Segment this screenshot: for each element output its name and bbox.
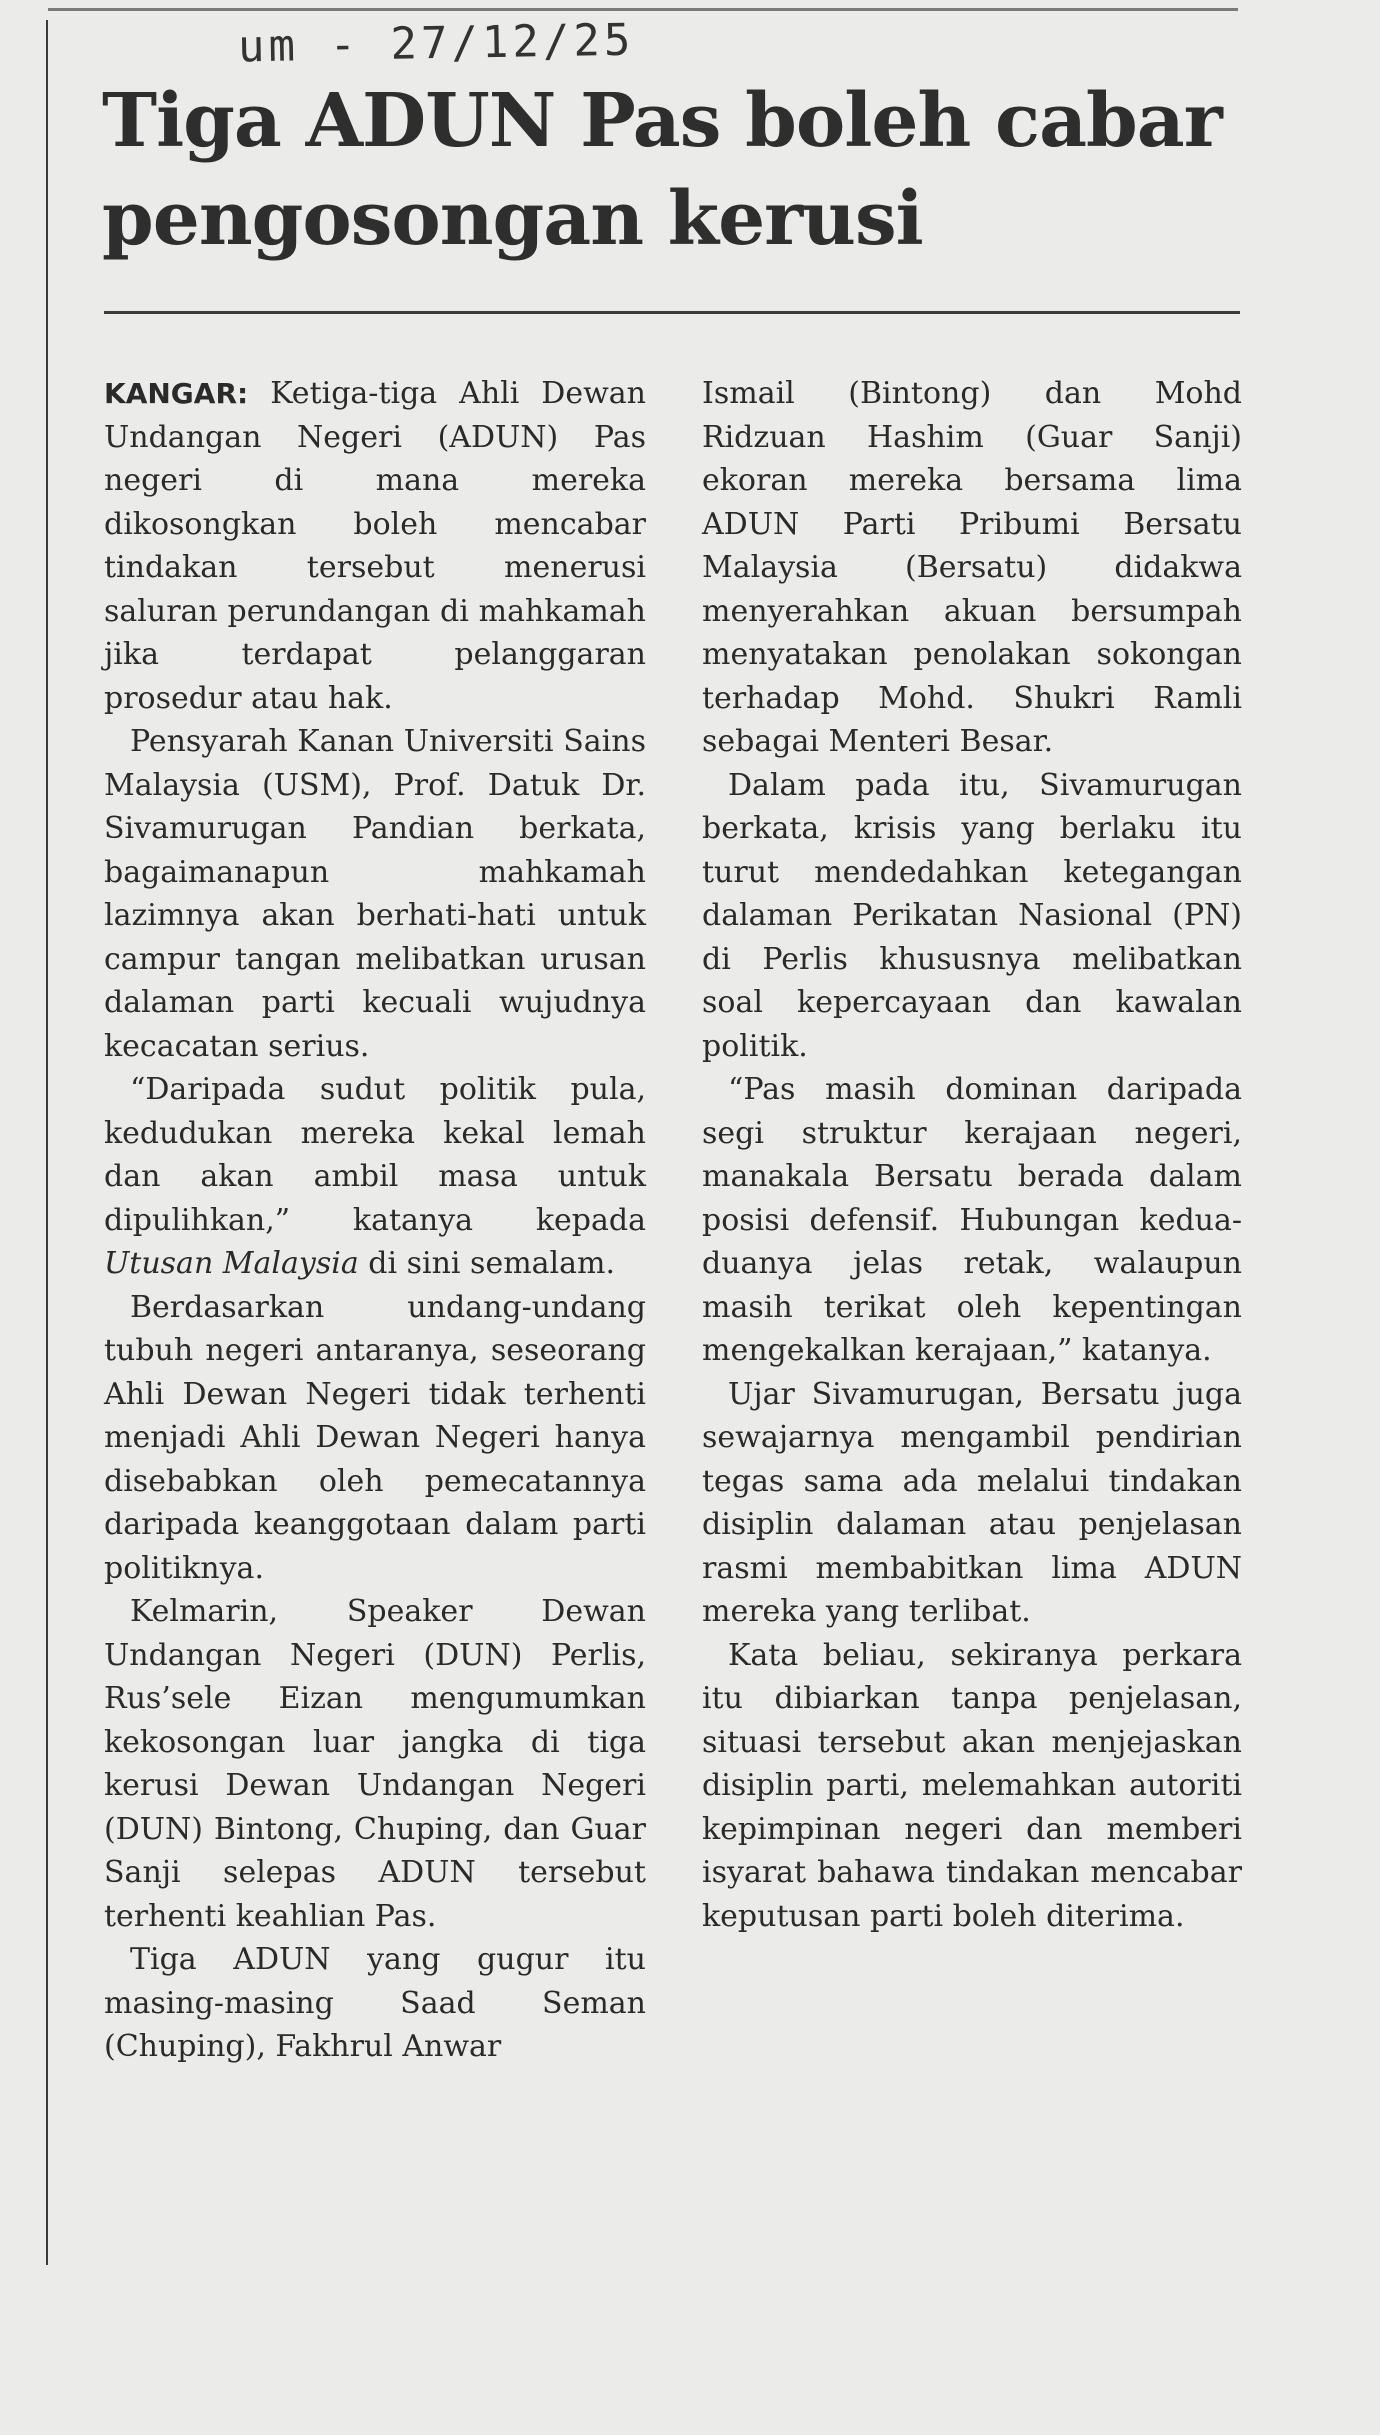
article-headline: Tiga ADUN Pas boleh cabar pengosongan kerusi: [102, 78, 1222, 262]
paragraph: Pensyarah Kanan Universiti Sains Malaysia (USM), Prof. Datuk Dr. Sivamurugan Pandian berkata, bagaimanapun mahkamah lazimnya akan berhati-hati untuk campur tangan melibatkan urusan dalaman parti kecuali wujudnya kecacatan serius.: [104, 724, 646, 1064]
paragraph: Dalam pada itu, Sivamurugan berkata, krisis yang berlaku itu turut mendedahkan ketegangan dalaman Perikatan Nasional (PN) di Perlis khususnya melibatkan soal kepercayaan dan kawalan politik.: [702, 767, 1242, 1064]
paragraph: Kata beliau, sekiranya perkara itu dibiarkan tanpa penjelasan, situasi tersebut akan menjejaskan disiplin parti, melemahkan autoriti kepimpinan negeri dan memberi isyarat bahawa tindakan mencabar keputusan parti boleh diterima.: [702, 1637, 1242, 1934]
paragraph: [104, 1068, 646, 1286]
paragraph: [104, 372, 646, 720]
paragraph-text: “Daripada sudut politik pula, kedudukan mereka kekal lemah dan akan ambil masa untuk dipulihkan,” katanya kepada: [104, 1072, 646, 1238]
article-column-left: [104, 372, 646, 2069]
paragraph-text: di sini semalam.: [368, 1246, 615, 1281]
publication-name: Utusan Malaysia: [104, 1246, 359, 1281]
paragraph: Kelmarin, Speaker Dewan Undangan Negeri (DUN) Perlis, Rus’sele Eizan mengumumkan kekosongan luar jangka di tiga kerusi Dewan Undangan Negeri (DUN) Bintong, Chuping, dan Guar Sanji selepas ADUN tersebut terhenti keahlian Pas.: [104, 1594, 646, 1934]
paragraph: “Pas masih dominan daripada segi struktur kerajaan negeri, manakala Bersatu berada dalam posisi defensif. Hubungan kedua-duanya jelas retak, walaupun masih terikat oleh kepentingan mengekalkan kerajaan,” katanya.: [702, 1072, 1242, 1368]
paragraph: Berdasarkan undang-undang tubuh negeri antaranya, seseorang Ahli Dewan Negeri tidak terhenti menjadi Ahli Dewan Negeri hanya disebabkan oleh pemecatannya daripada keanggotaan dalam parti politiknya.: [104, 1289, 646, 1586]
headline-divider: [104, 311, 1240, 314]
paragraph-text: Ketiga-tiga Ahli Dewan Undangan Negeri (ADUN) Pas negeri di mana mereka dikosongkan boleh mencabar tindakan tersebut menerusi saluran perundangan di mahkamah jika terdapat pelanggaran prosedur atau hak.: [104, 376, 646, 716]
paragraph: Ismail (Bintong) dan Mohd Ridzuan Hashim (Guar Sanji) ekoran mereka bersama lima ADUN Parti Pribumi Bersatu Malaysia (Bersatu) didakwa menyerahkan akuan bersumpah menyatakan penolakan sokongan terhadap Mohd. Shukri Ramli sebagai Menteri Besar.: [702, 376, 1242, 759]
handwritten-date-note: um - 27/12/25: [237, 14, 635, 73]
paragraph: Ujar Sivamurugan, Bersatu juga sewajarnya mengambil pendirian tegas sama ada melalui tindakan disiplin dalaman atau penjelasan rasmi membabitkan lima ADUN mereka yang terlibat.: [702, 1376, 1242, 1629]
paragraph: Tiga ADUN yang gugur itu masing-masing Saad Seman (Chuping), Fakhrul Anwar: [104, 1942, 646, 2064]
article-column-right: [702, 372, 1242, 1938]
top-border-rule: [48, 8, 1238, 11]
left-column-rule: [46, 20, 48, 2265]
dateline: KANGAR:: [104, 377, 249, 410]
